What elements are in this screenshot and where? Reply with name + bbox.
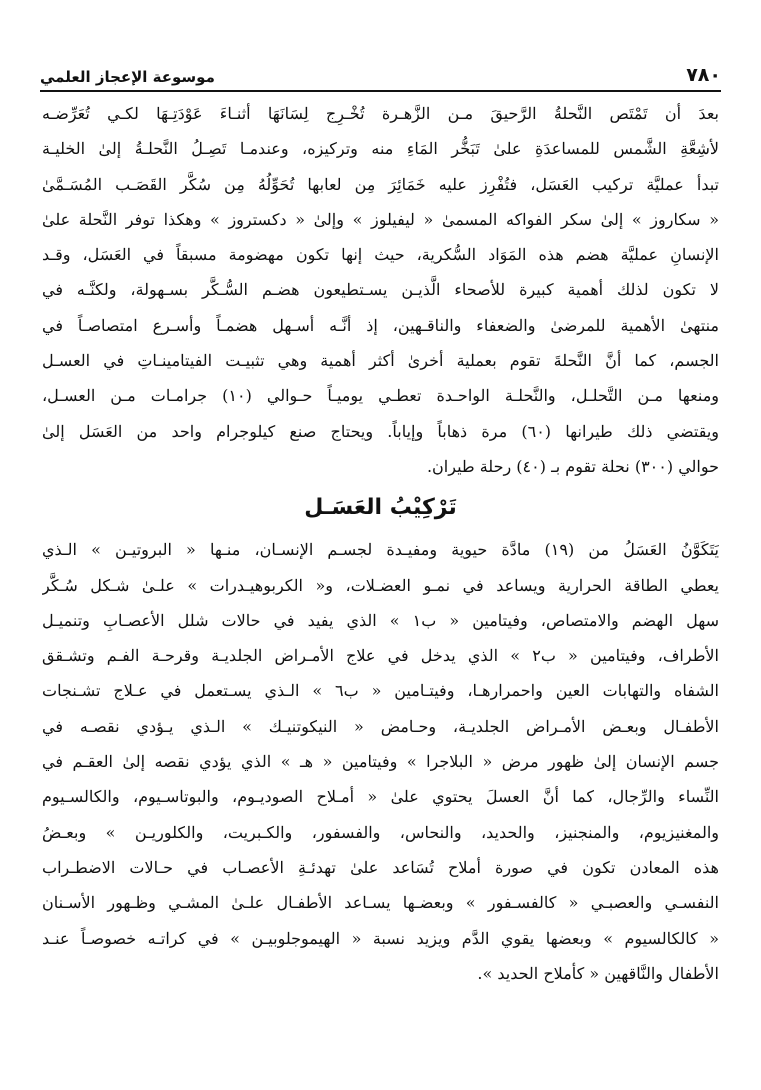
text-line: يعطي الطاقة الحرارية ويساعد في نمـو العضـلات، و« الكربوهيـدرات » علـىٰ شـكل سُـكَّر [42, 575, 719, 595]
text-line: « سكاروز » إلىٰ سكر الفواكه المسمىٰ « ليفيلوز » وإلىٰ « دكستروز » وهكذا توفر النَّحلة علىٰ [42, 209, 719, 229]
text-line: بعدَ أن تَمْتَص النَّحلةُ الرَّحيقَ مـن الزَّهـرة تُخْـرِج لِسَانَهَا أثنـاءَ عَوْدَتِـهَا لكـي تُعَرِّضـه [42, 104, 719, 123]
text-line: « كالكالسيوم » وبعضها يقوي الدَّم ويزيد نسبة « الهيموجلوبيـن » في كراتـه خصوصـاً عنـد [42, 928, 719, 948]
text-line: الأطفـال وبعـض الأمـراض الجلديـة، وحـامض « النيكوتنيـك » الـذي يـؤدي نقصـه في [42, 716, 719, 736]
text-line: منتهىٰ الأهمية للمرضىٰ والضعفاء والناقـهين، إذ أنَّـه أسـهل هضمـاً وأسـرع امتصاصـاً في [42, 315, 719, 335]
text-line: ومنعها مـن التَّحلـل، والنَّحلـة الواحـدة تعطـي يوميـاً حـوالي (١٠) جرامـات مـن العسـل، [42, 386, 719, 406]
paragraph-honey-composition [42, 532, 719, 991]
section-heading: تَرْكِيْبُ العَسَـل [304, 495, 457, 521]
text-line: يَتَكَوَّنُ العَسَلُ من (١٩) مادَّة حيوية ومفيـدة لجسـم الإنسـان، منـها « البروتيـن » الـذي [42, 540, 719, 560]
text-line: الأطراف، وفيتامين « ب٢ » الذي يدخل في علاج الأمـراض الجلديـة وقرحـة الفـم وتشـقق [42, 646, 719, 666]
text-line: حوالي (٣٠٠) نحلة تقوم بـ (٤٠) رحلة طيران. [426, 456, 719, 476]
paragraph-honey-production [42, 96, 719, 484]
text-line: هذه المعادن تكون في صورة أملاح تُسَاعد علىٰ تهدئـةِ الأعصـاب في حـالات الاضطـراب [42, 857, 719, 877]
text-line: الشفاه والتهابات العين واحمرارهـا، وفيتـامين « ب٦ » الـذي يسـتعمل في عـلاج تشـنجات [42, 681, 719, 701]
page-header [40, 52, 721, 92]
body-text [42, 96, 719, 991]
text-line: النِّساء والرِّجال، كما أنَّ العسلَ يحتوي علىٰ « أمـلاح الصوديـوم، والبوتاسـيوم، والكالسـيوم [42, 787, 719, 807]
text-line: لأشِعَّةِ الشَّمس للمساعدَةِ علىٰ تَبَخُّر المَاءِ منه وتركيزه، وعندمـا تَصِـلُ النَّحلـةُ إلىٰ الخليـة [42, 139, 719, 159]
text-line: سهل الهضم والامتصاص، وفيتامين « ب١ » الذي يفيد في حالات شلل الأعصـابِ وتنميـل [42, 610, 719, 630]
text-line: لا تكون لذلك أهمية كبيرة للأصحاء الَّذيـن يسـتطيعون هضـم السُّـكَّر بسـهولة، ولكنَّـه في [42, 280, 719, 300]
text-line: الإنسانِ عمليَّة هضم هذه المَوَاد السُّكرية، حيث إنها تكون مهضومة مسبقاً في العَسَل، وقـد [42, 245, 719, 265]
page-number: ٧٨٠ [686, 64, 721, 86]
text-line: تبدأ عمليَّة تركيب العَسَل، فتُفْرِز عليه خَمَائِرَ مِن لعابها تُحَوِّلُهُ مِن سُكَّر القَصَـب المُسَـمَّىٰ [42, 174, 719, 194]
text-line: جسم الإنسان إلىٰ ظهور مرض « البلاجرا » وفيتامين « هـ » الذي يؤدي نقصه إلىٰ العقـم في [42, 752, 719, 772]
text-line: النفسـي والعصبـي « كالفسـفور » وبعضـها يسـاعد الأطفـال علـىٰ المشـي وظـهور الأسـنان [42, 893, 719, 913]
text-line: الأطفال والنَّاقهين « كأملاح الحديد ». [477, 963, 719, 983]
running-title: موسوعة الإعجاز العلمي [40, 68, 215, 86]
text-line: والمغنيزيوم، والمنجنيز، والحديد، والنحاس، والفسفور، والكـبريت، والكلوريـن » وبعـضُ [42, 822, 719, 842]
text-line: ويقتضي ذلك طيرانها (٦٠) مرة ذهاباً وإياباً. ويحتاج صنع كيلوجرام واحد من العَسَل إلىٰ [42, 421, 719, 441]
text-line: الجسم، كما أنَّ النَّحلةَ تقوم بعملية أخرىٰ أكثر أهمية وهي تثبيـت الفيتامينـاتِ في العسـل [42, 351, 719, 371]
